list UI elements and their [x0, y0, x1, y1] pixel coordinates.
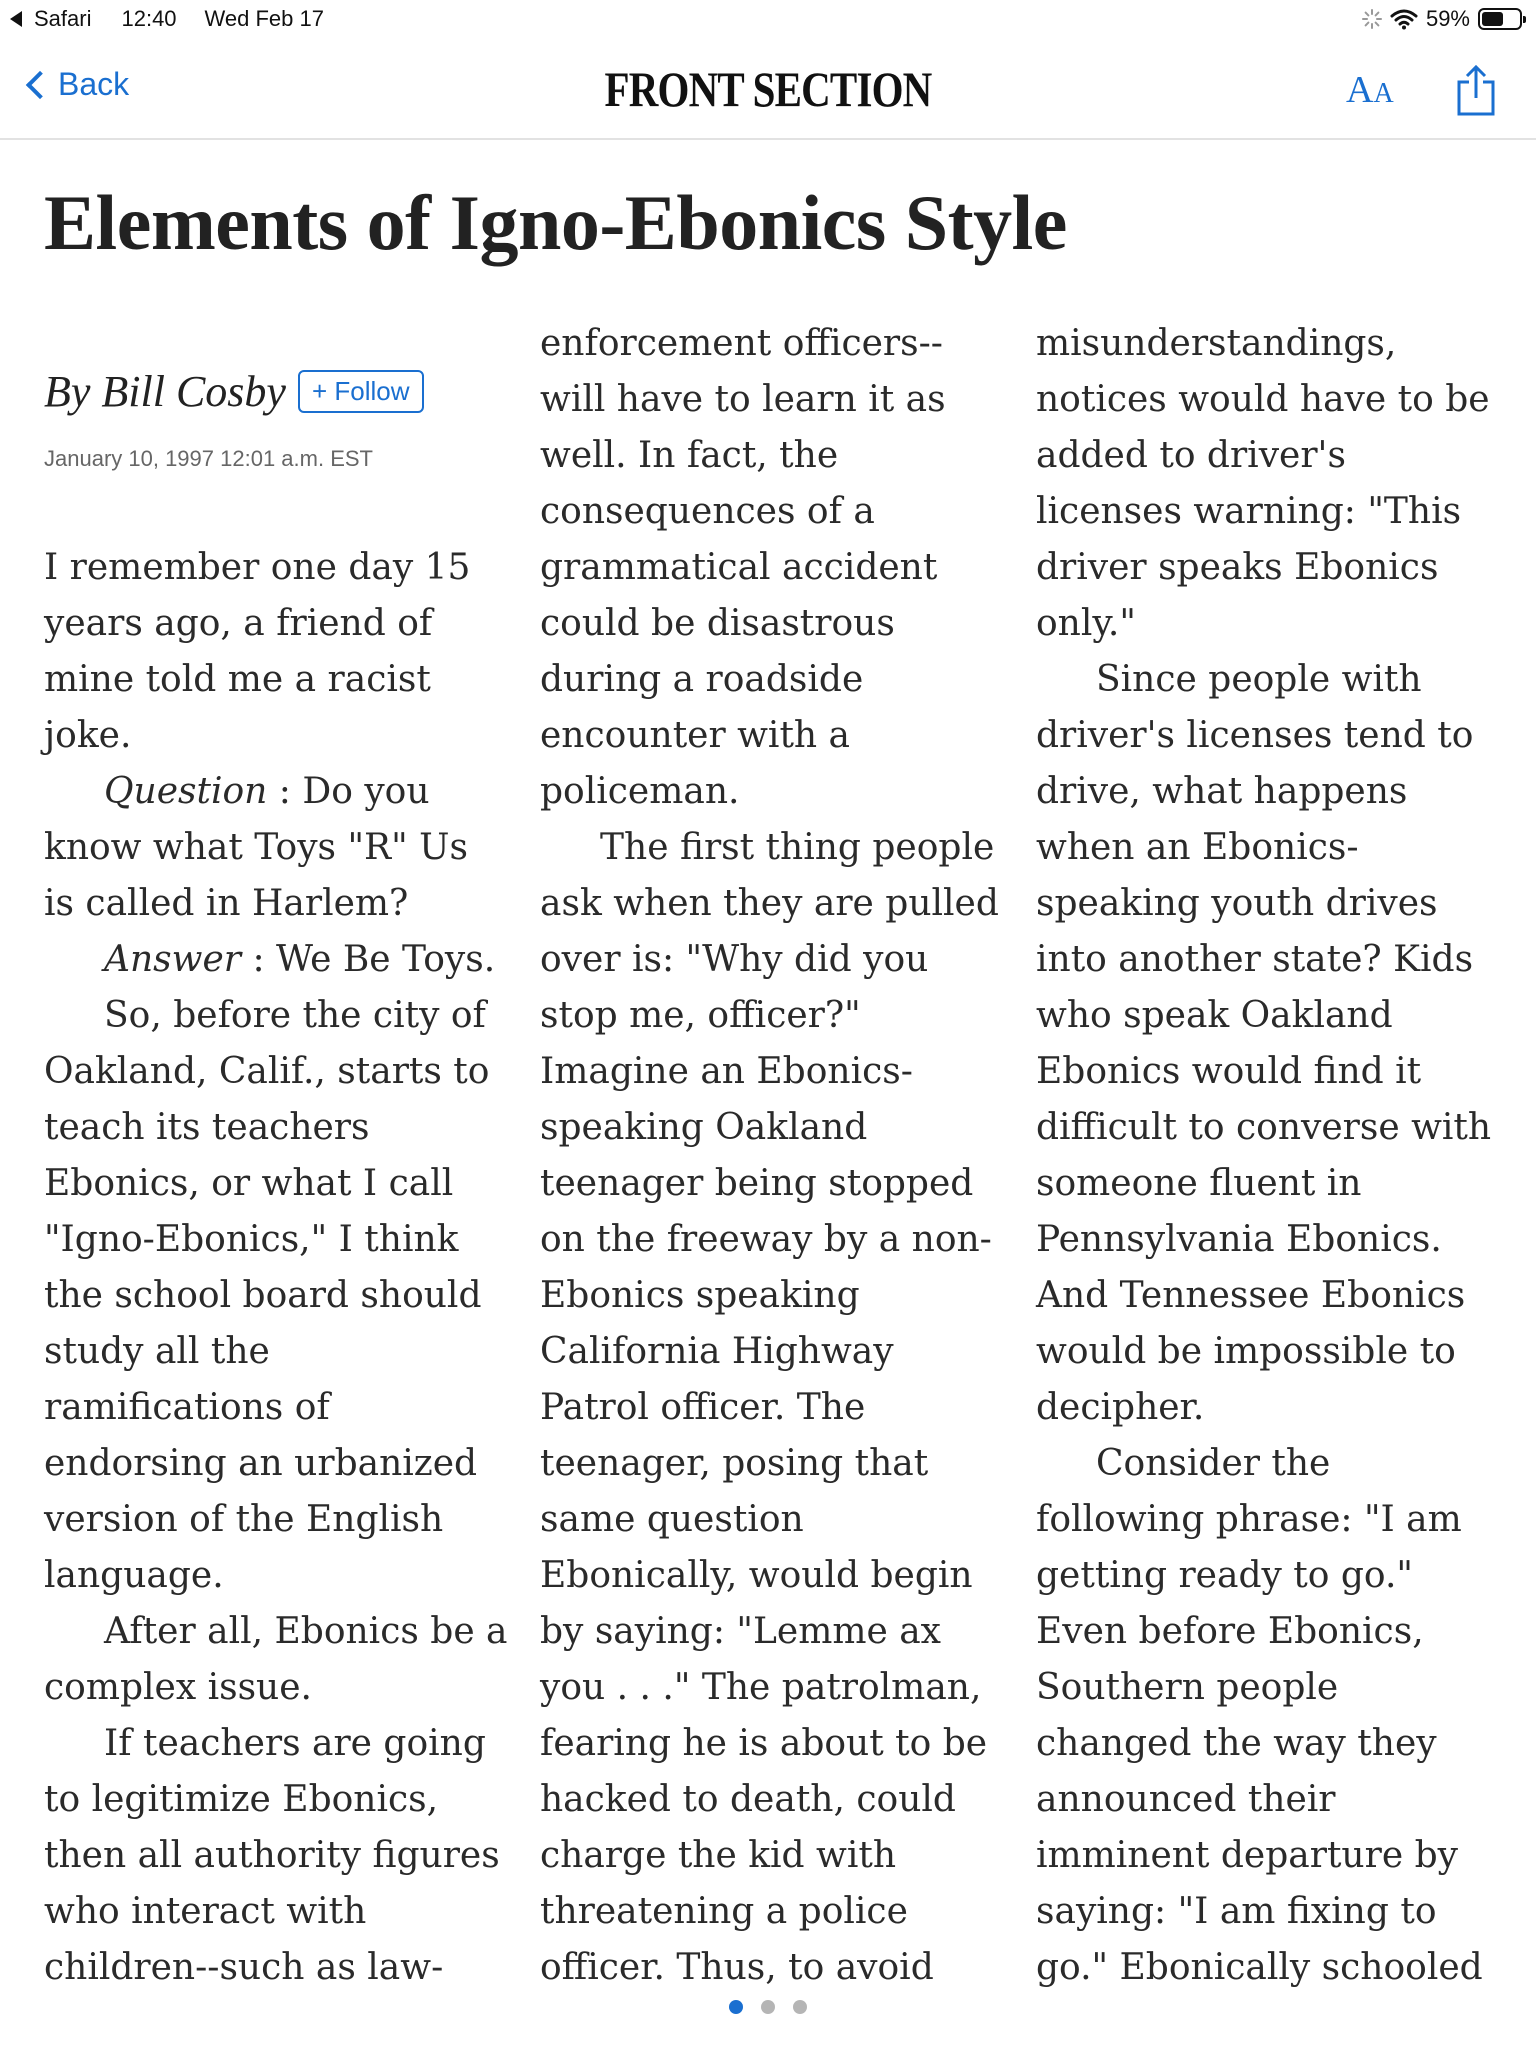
text-line: could be disastrous	[540, 603, 895, 644]
text-line: complex issue.	[44, 1667, 312, 1708]
article-column-2	[540, 316, 1000, 1996]
question-label: Question	[104, 771, 268, 812]
activity-spinner-icon	[1362, 9, 1382, 29]
text-line: someone fluent in	[1036, 1163, 1362, 1204]
text-line	[44, 764, 504, 820]
text-line: who interact with	[44, 1891, 367, 1932]
text-size-icon-small: A	[1373, 78, 1394, 109]
page-dot[interactable]	[729, 2000, 743, 2014]
text-line: enforcement officers--	[540, 323, 943, 364]
text-size-button[interactable]	[1346, 68, 1394, 112]
text-line: Ebonics speaking	[540, 1275, 860, 1316]
text-line: announced their	[1036, 1779, 1336, 1820]
text-line: licenses warning: "This	[1036, 491, 1462, 532]
text-line: decipher.	[1036, 1387, 1205, 1428]
byline	[44, 366, 424, 417]
text-line: stop me, officer?"	[540, 995, 861, 1036]
text-line: Southern people	[1036, 1667, 1339, 1708]
text-line: same question	[540, 1499, 804, 1540]
text-line: language.	[44, 1555, 224, 1596]
text-line	[44, 932, 504, 988]
text-line: teach its teachers	[44, 1107, 370, 1148]
text-line: during a roadside	[540, 659, 864, 700]
text-line: misunderstandings,	[1036, 323, 1397, 364]
status-right	[1362, 6, 1522, 32]
status-time: 12:40	[121, 6, 177, 31]
text-line: officer. Thus, to avoid	[540, 1947, 934, 1988]
text-line: who speak Oakland	[1036, 995, 1393, 1036]
text-line: speaking youth drives	[1036, 883, 1438, 924]
status-bar	[0, 0, 1536, 40]
text-line: Patrol officer. The	[540, 1387, 866, 1428]
text-line: getting ready to go."	[1036, 1555, 1413, 1596]
text-line: well. In fact, the	[540, 435, 839, 476]
text-line: imminent departure by	[1036, 1835, 1458, 1876]
text-run: : We Be Toys.	[241, 939, 496, 980]
answer-label: Answer	[104, 939, 241, 980]
text-line: is called in Harlem?	[44, 883, 409, 924]
article-column-1	[44, 540, 508, 1996]
article-column-3	[1036, 316, 1506, 1996]
text-line: ask when they are pulled	[540, 883, 999, 924]
text-line: then all authority figures	[44, 1835, 500, 1876]
text-line: added to driver's	[1036, 435, 1346, 476]
text-line: drive, what happens	[1036, 771, 1408, 812]
text-line: you . . ." The patrolman,	[540, 1667, 982, 1708]
status-date: Wed Feb 17	[204, 6, 324, 31]
text-line: driver speaks Ebonics	[1036, 547, 1439, 588]
text-line: driver's licenses tend to	[1036, 715, 1474, 756]
text-line: the school board should	[44, 1275, 482, 1316]
page-indicator[interactable]	[0, 2000, 1536, 2014]
text-line: Ebonically, would begin	[540, 1555, 973, 1596]
text-line: notices would have to be	[1036, 379, 1490, 420]
text-line: teenager, posing that	[540, 1443, 929, 1484]
text-line: study all the	[44, 1331, 270, 1372]
battery-icon	[1478, 8, 1522, 30]
back-button[interactable]	[22, 66, 129, 103]
back-label: Back	[58, 66, 130, 102]
text-line: Ebonics, or what I call	[44, 1163, 454, 1204]
text-line: saying: "I am fixing to	[1036, 1891, 1437, 1932]
text-line: only."	[1036, 603, 1136, 644]
nav-bar	[0, 40, 1536, 140]
text-line: Pennsylvania Ebonics.	[1036, 1219, 1442, 1260]
text-line: on the freeway by a non-	[540, 1219, 992, 1260]
text-line: ramifications of	[44, 1387, 330, 1428]
text-line: Ebonics would find it	[1036, 1051, 1422, 1092]
text-line: charge the kid with	[540, 1835, 897, 1876]
back-to-app-icon	[10, 11, 22, 27]
text-line: difficult to converse with	[1036, 1107, 1492, 1148]
text-line: grammatical accident	[540, 547, 938, 588]
text-line: encounter with a	[540, 715, 851, 756]
text-line: Oakland, Calif., starts to	[44, 1051, 490, 1092]
text-line: speaking Oakland	[540, 1107, 868, 1148]
battery-percent: 59%	[1425, 6, 1470, 31]
text-line: go." Ebonically schooled	[1036, 1947, 1483, 1988]
text-line: know what Toys "R" Us	[44, 827, 468, 868]
text-line: threatening a police	[540, 1891, 908, 1932]
text-line: into another state? Kids	[1036, 939, 1474, 980]
text-line: following phrase: "I am	[1036, 1499, 1462, 1540]
text-line: fearing he is about to be	[540, 1723, 988, 1764]
text-line: version of the English	[44, 1499, 444, 1540]
text-line: would be impossible to	[1036, 1331, 1456, 1372]
battery-level	[1482, 12, 1503, 26]
text-run: : Do you	[267, 771, 430, 812]
section-title: FRONT SECTION	[604, 61, 932, 117]
text-line: endorsing an urbanized	[44, 1443, 478, 1484]
text-line: Since people with	[1096, 659, 1422, 700]
text-line: teenager being stopped	[540, 1163, 974, 1204]
text-line: Imagine an Ebonics-	[540, 1051, 913, 1092]
text-line: Consider the	[1096, 1443, 1331, 1484]
text-line: children--such as law-	[44, 1947, 444, 1988]
text-line: mine told me a racist	[44, 659, 431, 700]
text-line: If teachers are going	[104, 1723, 486, 1764]
text-line: years ago, a friend of	[44, 603, 433, 644]
text-line: joke.	[44, 715, 132, 756]
share-icon[interactable]	[1456, 64, 1496, 118]
article-dateline: January 10, 1997 12:01 a.m. EST	[44, 446, 373, 471]
wifi-icon	[1390, 8, 1418, 30]
text-line: by saying: "Lemme ax	[540, 1611, 941, 1652]
text-line: changed the way they	[1036, 1723, 1437, 1764]
text-line: over is: "Why did you	[540, 939, 929, 980]
text-line: Even before Ebonics,	[1036, 1611, 1424, 1652]
author-name[interactable]: By Bill Cosby	[44, 367, 286, 416]
status-app-name: Safari	[34, 6, 92, 31]
text-line: The first thing people	[600, 827, 995, 868]
text-line: consequences of a	[540, 491, 875, 532]
text-line: policeman.	[540, 771, 740, 812]
text-line: will have to learn it as	[540, 379, 946, 420]
page-dot[interactable]	[761, 2000, 775, 2014]
text-line: After all, Ebonics be a	[104, 1611, 508, 1652]
article-headline: Elements of Igno-Ebonics Style	[44, 179, 1067, 266]
chevron-left-icon	[26, 70, 54, 98]
text-line: "Igno-Ebonics," I think	[44, 1219, 459, 1260]
text-line: California Highway	[540, 1331, 894, 1372]
page-dot[interactable]	[793, 2000, 807, 2014]
text-line: I remember one day 15	[44, 547, 471, 588]
text-size-icon-large: A	[1346, 69, 1374, 111]
follow-button[interactable]: + Follow	[298, 370, 424, 413]
text-line: hacked to death, could	[540, 1779, 956, 1820]
text-line: when an Ebonics-	[1036, 827, 1359, 868]
status-left[interactable]	[10, 6, 324, 32]
text-line: And Tennessee Ebonics	[1036, 1275, 1466, 1316]
text-line: to legitimize Ebonics,	[44, 1779, 439, 1820]
text-line: So, before the city of	[104, 995, 486, 1036]
